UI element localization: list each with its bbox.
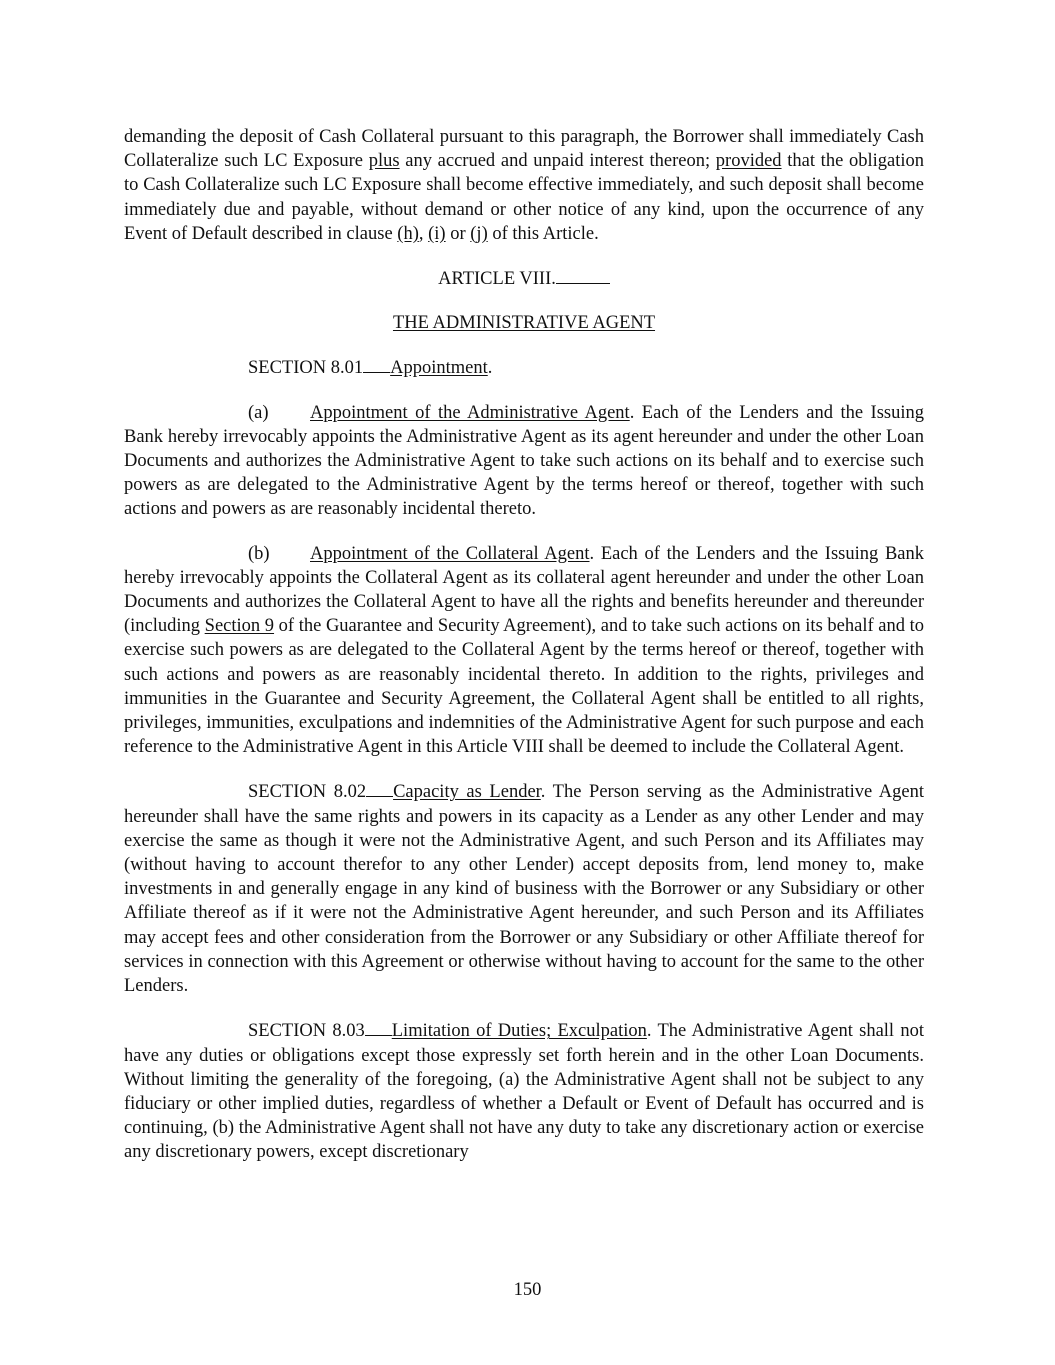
- clause-i-ref: (i): [428, 223, 446, 244]
- section-8-02: SECTION 8.02 Capacity as Lender. The Person serving as the Administrative Agent hereunder shall have the same rights and powers in its capacity as a Lender as any other Lender and may exercise the same as though it were not the Administrative Agent, and such Person and its Affiliates may (without having to account therefor to any other Lender) accept deposits from, lend money to, make investments in and generally engage in any kind of business with the Borrower or any Subsidiary or other Affiliate thereof as if it were not the Administrative Agent hereunder, and such Person and its Affiliates may accept fees and other consideration from the Borrower or any Subsidiary or other Affiliate thereof for services in connection with this Agreement or otherwise without having to account for the same to the other Lenders.: [124, 779, 924, 998]
- heading-underline-blank: [556, 266, 610, 284]
- clause-j-ref: (j): [470, 223, 488, 244]
- section-title: Limitation of Duties; Exculpation: [391, 1021, 647, 1042]
- article-heading: ARTICLE VIII.: [124, 266, 924, 291]
- article-title: THE ADMINISTRATIVE AGENT: [392, 313, 656, 334]
- provided-term: provided: [715, 151, 782, 172]
- section-tab-blank: [366, 779, 393, 797]
- section-title: Capacity as Lender: [393, 782, 541, 803]
- paragraph-continuation: demanding the deposit of Cash Collateral pursuant to this paragraph, the Borrower shall immediately Cash Collateralize such LC Exposure plus any accrued and unpaid interest thereon; provided that the obligation to Cash Collateralize such LC Exposure shall become effective immediately, and such deposit shall become immediately due and payable, without demand or other notice of any kind, upon the occurrence of any Event of Default described in clause (h), (i) or (j) of this Article.: [124, 127, 924, 244]
- section-8-01-a: (a) Appointment of the Administrative Agent. Each of the Lenders and the Issuing Bank hereby irrevocably appoints the Administrative Agent as its agent hereunder and under the other Loan Documents and authorizes the Administrative Agent to take such actions on its behalf and to exercise such powers as are delegated to the Administrative Agent by the terms hereof or thereof, together with such actions and powers as are reasonably incidental thereto.: [124, 402, 924, 520]
- section-tab-blank: [363, 355, 390, 373]
- section-8-01-b: (b) Appointment of the Collateral Agent. Each of the Lenders and the Issuing Bank hereby irrevocably appoints the Collateral Agent as its collateral agent hereunder and under the other Loan Documents and authorizes the Collateral Agent to have all the rights and benefits hereunder and thereunder (including Section 9 of the Guarantee and Security Agreement), and to take such actions on its behalf and to exercise such powers as are delegated to the Collateral Agent by the terms hereof or thereof, together with such actions and powers as are reasonably incidental thereto. In addition to the rights, privileges and immunities in the Guarantee and Security Agreement, the Collateral Agent shall be entitled to all rights, privileges, immunities, exculpations and indemnities of the Administrative Agent for such purpose and each reference to the Administrative Agent in this Article VIII shall be deemed to include the Collateral Agent.: [124, 543, 924, 758]
- section-8-01-heading: SECTION 8.01 Appointment.: [124, 355, 924, 380]
- section-8-03: SECTION 8.03 Limitation of Duties; Exculpation. The Administrative Agent shall not have any duties or obligations except those expressly set forth herein and in the other Loan Documents. Without limiting the generality of the foregoing, (a) the Administrative Agent shall not be subject to any fiduciary or other implied duties, regardless of whether a Default or Event of Default has occurred and is continuing, (b) the Administrative Agent shall not have any duty to take any discretionary action or exercise any discretionary powers, except discretionary: [124, 1018, 924, 1164]
- subsection-title: Appointment of the Collateral Agent: [310, 543, 590, 564]
- clause-h-ref: (h): [397, 223, 419, 244]
- subsection-title: Appointment of the Administrative Agent: [310, 402, 630, 423]
- page-number: 150: [513, 1280, 542, 1300]
- document-page: [124, 125, 924, 1165]
- plus-term: plus: [368, 151, 400, 172]
- section-9-ref: Section 9: [204, 616, 275, 637]
- section-tab-blank: [365, 1018, 392, 1036]
